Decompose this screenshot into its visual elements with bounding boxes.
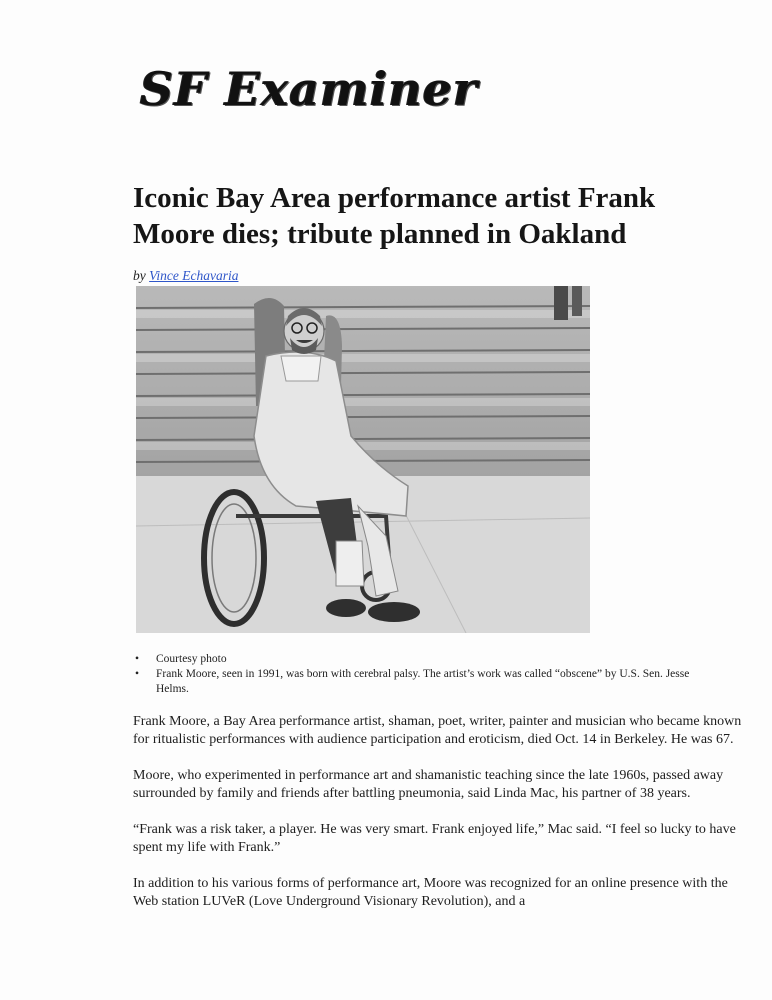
masthead-logo-text: SF Examiner <box>140 62 479 116</box>
article-paragraph: Frank Moore, a Bay Area performance artist, shaman, poet, writer, painter and musician who became known for ritualistic performances with audience participation and eroticism, died Oct. 14 in Berkeley. He was 67. <box>133 714 742 747</box>
caption-credit: Courtesy photo <box>156 653 227 665</box>
bullet-icon: • <box>135 653 140 665</box>
caption-description: Frank Moore, seen in 1991, was born with cerebral palsy. The artist’s work was called “obscene” by U.S. Sen. Jesse Helms. <box>156 668 690 695</box>
article-paragraph: Moore, who experimented in performance art and shamanistic teaching since the late 1960s, passed away surrounded by family and friends after battling pneumonia, said Linda Mac, his partner of 38 years. <box>133 768 724 801</box>
article-body <box>133 713 743 929</box>
article-paragraph: “Frank was a risk taker, a player. He was very smart. Frank enjoyed life,” Mac said. “I feel so lucky to have spent my life with Frank.” <box>133 822 736 855</box>
masthead-logo <box>140 62 478 116</box>
wheelchair-portrait-image <box>136 286 590 633</box>
bullet-icon: • <box>135 668 140 680</box>
byline <box>133 268 238 284</box>
byline-prefix: by <box>133 268 146 283</box>
article-paragraph: In addition to his various forms of performance art, Moore was recognized for an online presence with the Web station LUVeR (Love Underground Visionary Revolution), and a <box>133 876 728 909</box>
caption-item <box>133 652 723 667</box>
article-photo <box>136 286 590 633</box>
photo-captions <box>133 652 723 697</box>
author-link[interactable]: Vince Echavaria <box>149 268 239 283</box>
article-headline: Iconic Bay Area performance artist Frank Moore dies; tribute planned in Oakland <box>133 182 656 250</box>
caption-item <box>133 667 723 697</box>
